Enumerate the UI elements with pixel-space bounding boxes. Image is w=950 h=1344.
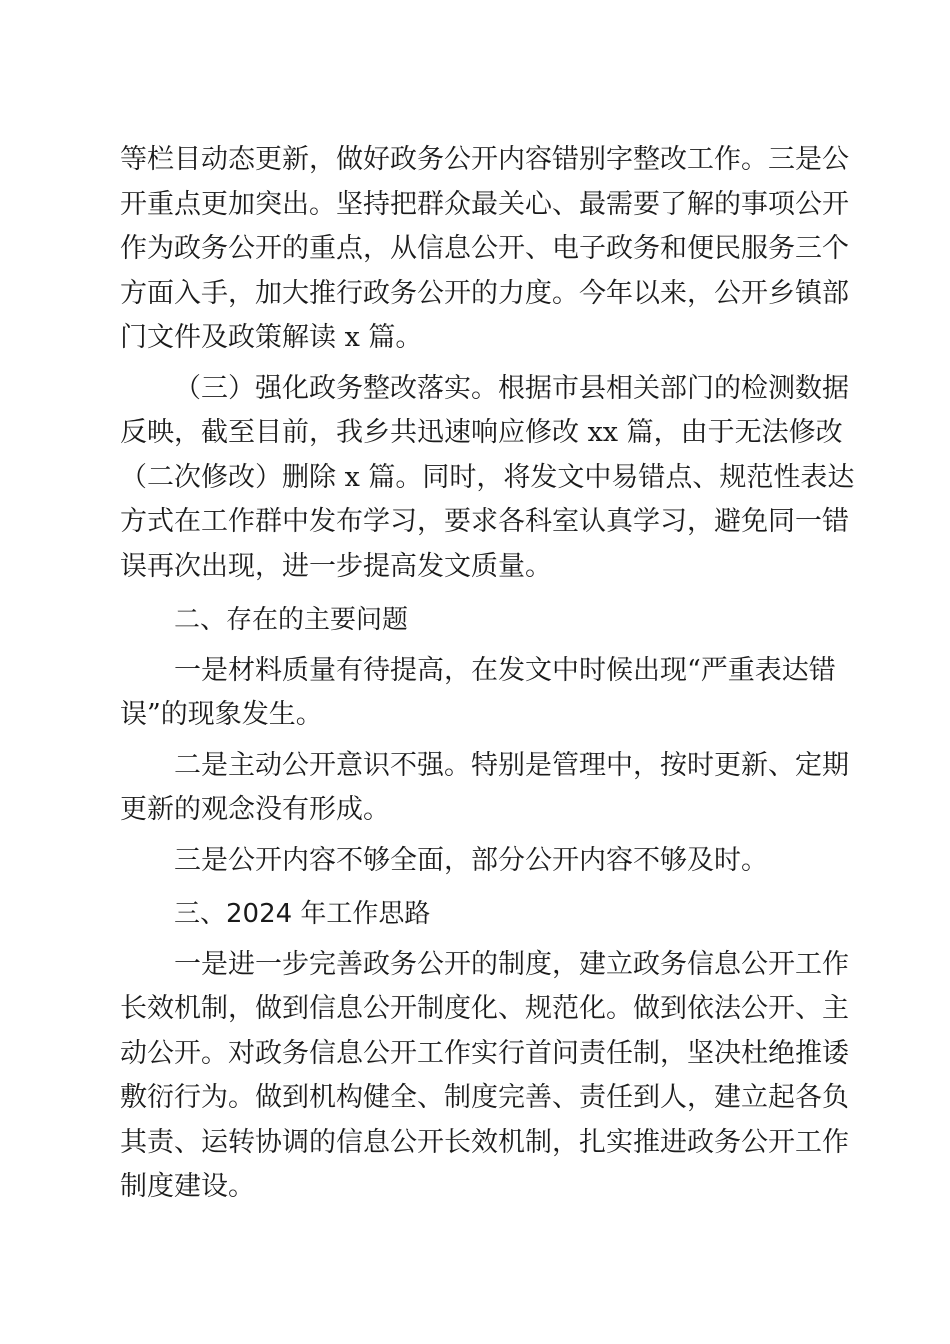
paragraph-problem-3: 三是公开内容不够全面，部分公开内容不够及时。 bbox=[174, 844, 768, 876]
section-heading-plan: 三、2024 年工作思路 bbox=[174, 899, 431, 929]
paragraph-problem-1 bbox=[120, 649, 836, 738]
text-line: 动公开。对政务信息公开工作实行首问责任制，坚决杜绝推诿 bbox=[120, 1037, 849, 1069]
text-line: 其责、运转协调的信息公开长效机制，扎实推进政务公开工作 bbox=[120, 1126, 849, 1158]
text-line: 等栏目动态更新，做好政务公开内容错别字整改工作。三是公 bbox=[120, 144, 849, 175]
text-line: 二是主动公开意识不强。特别是管理中，按时更新、定期 bbox=[174, 749, 849, 781]
text-line: （二次修改）删除 x 篇。同时，将发文中易错点、规范性表达 bbox=[120, 461, 855, 493]
text-line: 一是材料质量有待提高，在发文中时候出现“严重表达错 bbox=[174, 654, 836, 686]
text-line: 开重点更加突出。坚持把群众最关心、最需要了解的事项公开 bbox=[120, 188, 849, 220]
paragraph-plan-1 bbox=[120, 943, 849, 1210]
paragraph-problem-2 bbox=[120, 744, 849, 833]
text-line: 误再次出现，进一步提高发文质量。 bbox=[120, 550, 552, 582]
text-line: 制度建设。 bbox=[120, 1171, 255, 1202]
section-heading-problems: 二、存在的主要问题 bbox=[174, 605, 409, 635]
paragraph-rectification bbox=[120, 367, 855, 590]
text-line: 方面入手，加大推行政务公开的力度。今年以来，公开乡镇部 bbox=[120, 277, 849, 309]
text-line: 一是进一步完善政务公开的制度，建立政务信息公开工作 bbox=[174, 948, 849, 980]
text-line: 长效机制，做到信息公开制度化、规范化。做到依法公开、主 bbox=[120, 993, 849, 1024]
text-line: 门文件及政策解读 x 篇。 bbox=[120, 322, 423, 353]
text-line: 作为政务公开的重点，从信息公开、电子政务和便民服务三个 bbox=[120, 233, 849, 264]
text-line: 敷衍行为。做到机构健全、制度完善、责任到人，建立起各负 bbox=[120, 1082, 849, 1113]
text-line: 反映，截至目前，我乡共迅速响应修改 xx 篇，由于无法修改 bbox=[120, 417, 843, 448]
text-line: 误”的现象发生。 bbox=[120, 699, 323, 730]
paragraph-disclosure-focus bbox=[120, 138, 849, 361]
text-line: 方式在工作群中发布学习，要求各科室认真学习，避免同一错 bbox=[120, 506, 849, 537]
text-line: 更新的观念没有形成。 bbox=[120, 794, 390, 825]
text-line: （三）强化政务整改落实。根据市县相关部门的检测数据 bbox=[174, 372, 849, 404]
document-page bbox=[120, 138, 855, 1210]
